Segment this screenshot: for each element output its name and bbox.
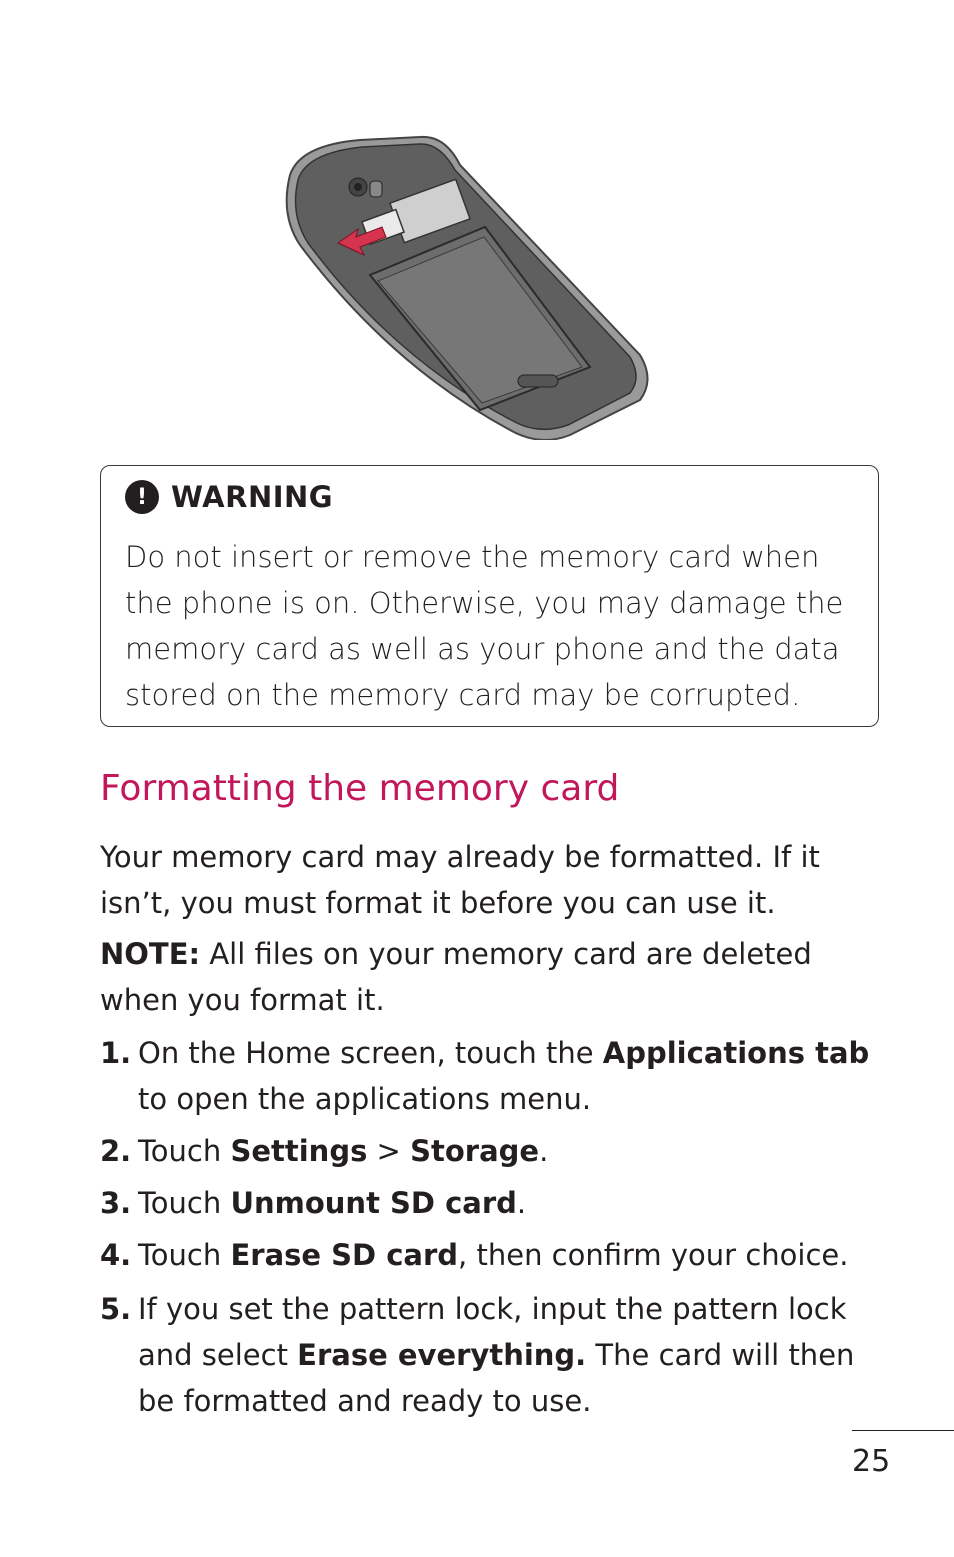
step-number: 1. xyxy=(100,1036,132,1070)
warning-text: Do not insert or remove the memory card when the phone is on. Otherwise, you may damage the memory card as well as your phone and the data stored on the memory card may be corrupted. xyxy=(125,540,844,712)
step-number: 5. xyxy=(100,1292,132,1326)
step-text: If you set the pattern lock, input the pattern lock and select Erase everything. The card will then be formatted and ready to use. xyxy=(138,1292,855,1418)
exclamation-icon: ! xyxy=(125,480,159,514)
phone-illustration xyxy=(270,135,650,440)
warning-header xyxy=(125,480,333,514)
step-text: Touch Unmount SD card. xyxy=(138,1186,527,1220)
note-paragraph xyxy=(100,931,880,1023)
warning-title: WARNING xyxy=(171,480,334,514)
note-text: All files on your memory card are deleted when you format it. xyxy=(100,937,812,1017)
page-number: 25 xyxy=(852,1444,891,1479)
intro-paragraph: Your memory card may already be formatted. If it isn’t, you must format it before you can use it. xyxy=(100,840,820,920)
warning-box xyxy=(100,465,879,727)
step-number: 2. xyxy=(100,1134,132,1168)
step-number: 3. xyxy=(100,1186,132,1220)
step-number: 4. xyxy=(100,1238,132,1272)
step-text: Touch Erase SD card, then confirm your choice. xyxy=(138,1238,849,1272)
note-label: NOTE: xyxy=(100,937,201,971)
section-title: Formatting the memory card xyxy=(100,768,620,809)
step-text: Touch Settings > Storage. xyxy=(138,1134,549,1168)
page-rule xyxy=(852,1430,954,1431)
step-text: On the Home screen, touch the Applications tab to open the applications menu. xyxy=(138,1036,870,1116)
